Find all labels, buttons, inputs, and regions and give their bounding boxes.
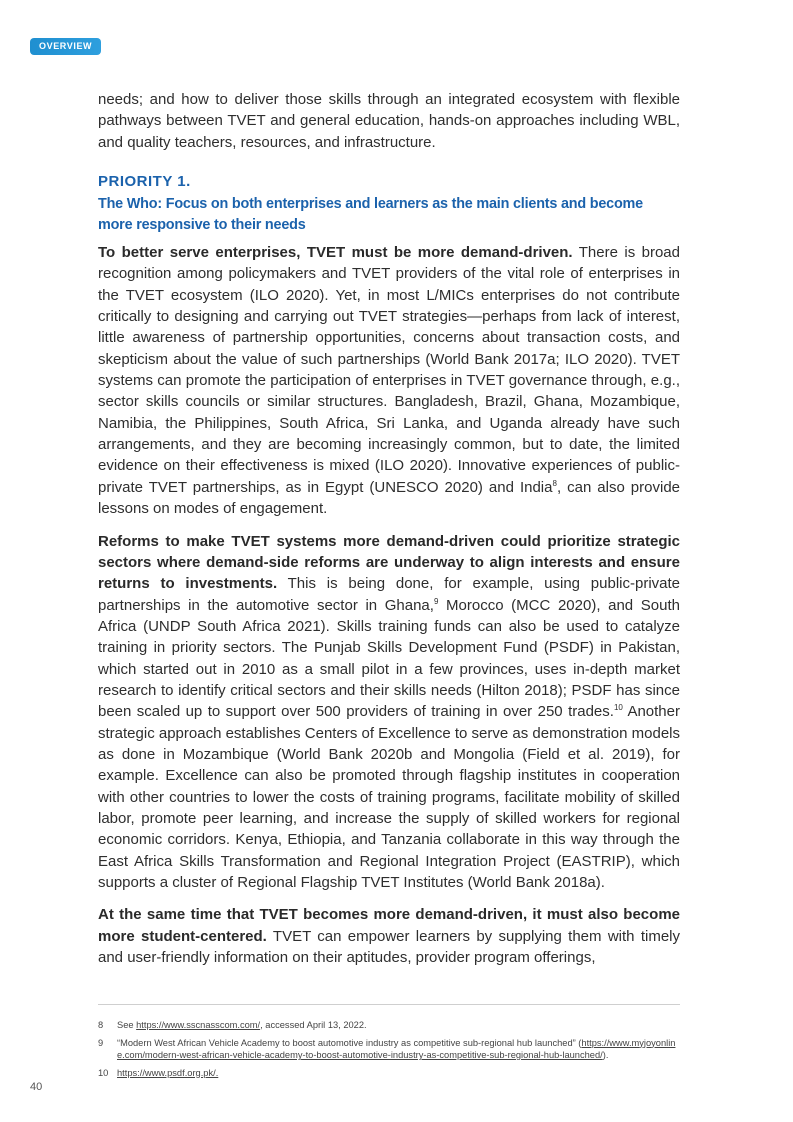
footnote-link[interactable]: https://www.sscnasscom.com/ [136, 1020, 261, 1030]
footnote-ref[interactable]: 9 [433, 596, 439, 606]
priority-subtitle: The Who: Focus on both enterprises and learners as the main clients and become more responsive to their needs [98, 196, 643, 234]
section-badge: OVERVIEW [30, 38, 101, 55]
paragraph-lead: To better serve enterprises, TVET must be more demand-driven. [98, 244, 573, 262]
paragraph-lead: At the same time that TVET becomes more demand-driven, it must also become more student-centered. [98, 906, 680, 945]
paragraph-enterprises [98, 242, 680, 519]
footnote-item [98, 1019, 680, 1032]
footnote-ref[interactable]: 10 [613, 703, 623, 713]
footnotes [98, 1019, 680, 1084]
footnote-suffix: ). [602, 1050, 609, 1060]
footnote-number: 9 [98, 1037, 104, 1048]
footnote-link[interactable]: https://www.psdf.org.pk/. [117, 1067, 219, 1078]
footnote-prefix: See [117, 1020, 137, 1030]
footnote-number: 8 [98, 1020, 104, 1030]
footnote-ref[interactable]: 8 [552, 478, 557, 488]
footnote-prefix: “Modern West African Vehicle Academy to boost automotive industry as competitive sub-regional hub launched” ( [117, 1037, 582, 1048]
footnote-text [117, 1037, 680, 1062]
paragraph-body: Morocco (MCC 2020), and South Africa (UNDP South Africa 2021). Skills training funds can also be used to catalyze training in priority sectors. The Punjab Skills Development Fund (PSDF) in Pakistan, which started out in 2010 as a small pilot in a few provinces, uses in-depth market research to identify critical sectors and their skills needs (Hilton 2018); PSDF has since been scaled up to support over 500 providers of training in over 250 trades. [98, 596, 680, 721]
footnote-number: 10 [98, 1067, 109, 1078]
intro-paragraph: needs; and how to deliver those skills through an integrated ecosystem with flexible pathways between TVET and general education, hands-on approaches including WBL, and quality teachers, resources, and infrastructure. [98, 91, 680, 151]
main-content [98, 89, 680, 968]
priority-heading: PRIORITY 1. [98, 173, 191, 191]
footnote-link[interactable]: https://www.myjoyonline.com/modern-west-african-vehicle-academy-to-boost-automotive-industry-as-competitive-sub-regional-hub-launched/ [117, 1037, 676, 1060]
paragraph-student-centered [98, 904, 680, 968]
page-number: 40 [30, 1081, 43, 1093]
footnote-text [117, 1019, 680, 1032]
footnote-divider [98, 1004, 680, 1005]
paragraph-body: , can also provide lessons on modes of engagement. [98, 478, 680, 518]
footnote-item [98, 1067, 680, 1080]
footnote-suffix: , accessed April 13, 2022. [260, 1020, 367, 1030]
paragraph-body: Another strategic approach establishes Centers of Excellence to serve as demonstration models as done in Mozambique (World Bank 2020b and Mongolia (Field et al. 2019), for example. Excellence can also be promoted through flagship institutes in cooperation with other countries to lower the costs of training programs, facilitate mobility of skilled labor, promote peer learning, and increase the supply of skilled workers for regional economic corridors. Kenya, Ethiopia, and Tanzania collaborate in this way through the East Africa Skills Transformation and Regional Integration Project (EASTRIP), which supports a cluster of Regional Flagship TVET Institutes (World Bank 2018a). [98, 703, 680, 891]
paragraph-body: There is broad recognition among policymakers and TVET providers of the vital role of enterprises in the TVET ecosystem (ILO 2020). Yet, in most L/MICs enterprises do not contribute critically to designing and carrying out TVET strategies—perhaps from lack of interest, little awareness of partnership opportunities, concerns about transaction costs, and skepticism about the value of such partnerships (World Bank 2017a; ILO 2020). TVET systems can promote the participation of enterprises in TVET governance through, e.g., sector skills councils or similar structures. Bangladesh, Brazil, Ghana, Mozambique, Namibia, the Philippines, South Africa, Sri Lanka, and Uganda already have such arrangements, and they are becoming increasingly common, but to date, the limited evidence on their effectiveness is mixed (ILO 2020). Innovative experiences of public-private TVET partnerships, as in Egypt (UNESCO 2020) and India [98, 244, 680, 496]
footnote-text [117, 1067, 680, 1080]
paragraph-lead: Reforms to make TVET systems more demand-driven could prioritize strategic sectors where demand-side reforms are underway to align interests and ensure returns to investments. [98, 532, 680, 593]
footnote-item [98, 1037, 680, 1062]
paragraph-body: TVET can empower learners by supplying them with timely and user-friendly information on their aptitudes, provider program offerings, [98, 927, 681, 967]
paragraph-reforms [98, 531, 680, 894]
paragraph-body: This is being done, for example, using public-private partnerships in the automotive sector in Ghana, [98, 575, 681, 614]
